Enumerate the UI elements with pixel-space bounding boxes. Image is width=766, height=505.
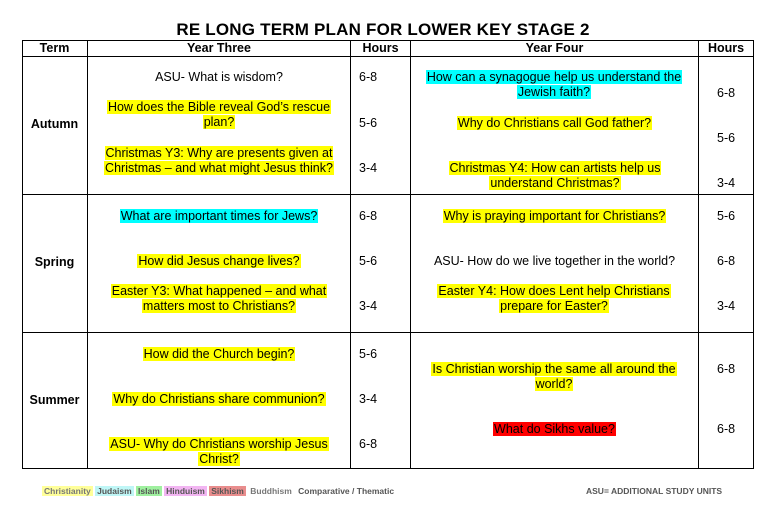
unit-y3: How did the Church begin? xyxy=(143,347,295,361)
table-border-bottom xyxy=(22,468,754,469)
header-hours: Hours xyxy=(362,41,399,55)
header-year-four: Year Four xyxy=(525,41,584,55)
unit-y3: How does the Bible reveal God’s rescue plan? xyxy=(107,100,331,129)
hours-value: 3-4 xyxy=(717,176,736,190)
plan-table xyxy=(22,40,754,469)
hours-value: 5-6 xyxy=(717,209,736,223)
legend-comparative: Comparative / Thematic xyxy=(298,486,395,496)
hours-value: 3-4 xyxy=(359,392,378,406)
legend-hinduism: Hinduism xyxy=(166,486,205,496)
unit-y4: Christmas Y4: How can artists help us understand Christmas? xyxy=(449,161,661,190)
hours-value: 6-8 xyxy=(717,86,736,100)
hours-value: 5-6 xyxy=(359,254,378,268)
row-divider xyxy=(22,332,754,333)
unit-y3: Why do Christians share communion? xyxy=(113,392,325,406)
legend-islam: Islam xyxy=(138,486,160,496)
unit-y4: How can a synagogue help us understand the Jewish faith? xyxy=(426,70,682,99)
hours-value: 3-4 xyxy=(359,161,378,175)
hours-value: 6-8 xyxy=(359,437,378,451)
legend-christianity: Christianity xyxy=(44,486,91,496)
unit-y3: ASU- Why do Christians worship Jesus Christ? xyxy=(110,437,328,466)
unit-y4: Why is praying important for Christians? xyxy=(443,209,666,223)
hours-value: 3-4 xyxy=(359,299,378,313)
header-hours: Hours xyxy=(707,41,745,55)
unit-y4: Easter Y4: How does Lent help Christians prepare for Easter? xyxy=(438,284,670,313)
unit-y4: What do Sikhs value? xyxy=(494,422,615,436)
unit-y3: ASU- What is wisdom? xyxy=(155,70,283,84)
hours-value: 6-8 xyxy=(717,254,736,268)
unit-y3: Easter Y3: What happened – and what matters most to Christians? xyxy=(111,284,327,313)
hours-value: 5-6 xyxy=(717,131,736,145)
header-year-three: Year Three xyxy=(187,41,251,55)
asu-note: ASU= ADDITIONAL STUDY UNITS xyxy=(586,486,723,496)
hours-value: 6-8 xyxy=(359,209,378,223)
legend-buddhism: Buddhism xyxy=(250,486,292,496)
unit-y3: What are important times for Jews? xyxy=(120,209,318,223)
unit-y3: How did Jesus change lives? xyxy=(138,254,300,268)
header-term: Term xyxy=(39,41,70,55)
hours-value: 5-6 xyxy=(359,116,378,130)
table-border-right xyxy=(753,40,754,469)
row-divider xyxy=(22,56,754,57)
hours-value: 6-8 xyxy=(717,422,736,436)
legend xyxy=(42,486,396,496)
hours-value: 5-6 xyxy=(359,347,378,361)
term-spring: Spring xyxy=(34,255,75,269)
unit-y3: Christmas Y3: Why are presents given at Christmas – and what might Jesus think? xyxy=(105,146,333,175)
row-divider xyxy=(22,194,754,195)
unit-y4: Why do Christians call God father? xyxy=(457,116,652,130)
unit-y4: Is Christian worship the same all around the world? xyxy=(432,362,676,391)
term-summer: Summer xyxy=(29,393,80,407)
legend-sikhism: Sikhism xyxy=(211,486,244,496)
legend-judaism: Judaism xyxy=(97,486,132,496)
hours-value: 3-4 xyxy=(717,299,736,313)
unit-y4: ASU- How do we live together in the world? xyxy=(433,254,676,268)
hours-value: 6-8 xyxy=(717,362,736,376)
term-autumn: Autumn xyxy=(30,117,79,131)
page-title: RE LONG TERM PLAN FOR LOWER KEY STAGE 2 xyxy=(176,20,590,39)
column-divider xyxy=(350,40,351,469)
column-divider xyxy=(698,40,699,469)
hours-value: 6-8 xyxy=(359,70,378,84)
